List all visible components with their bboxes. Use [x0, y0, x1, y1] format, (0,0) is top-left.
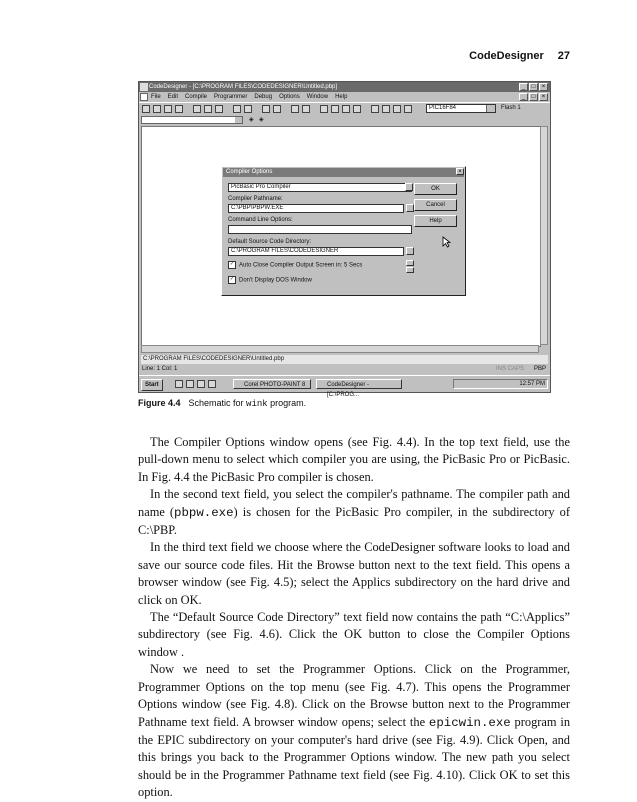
srcdir-input[interactable]: C:\PROGRAM FILES\CODEDESIGNER — [228, 247, 404, 256]
caption-text-pre: Schematic for — [188, 398, 247, 408]
pathname-input[interactable]: C:\PBP\PBPW.EXE — [228, 204, 404, 213]
caps-indicator: INS CAPS — [495, 366, 524, 372]
dialog-title: Compiler Options — [223, 168, 464, 177]
find-icon[interactable] — [233, 105, 241, 113]
system-tray — [453, 379, 548, 389]
doc-restore-button[interactable]: □ — [529, 93, 538, 101]
menu-programmer[interactable]: Programmer — [214, 94, 248, 100]
doc-minimize-button[interactable]: _ — [519, 93, 528, 101]
minimize-button[interactable]: _ — [519, 83, 528, 91]
quicklaunch-icon[interactable] — [197, 380, 205, 388]
check-icon: ✓ — [229, 261, 235, 267]
paragraph: The “Default Source Code Directory” text field now contains the path “C:\Applics” subdirectory (see Fig. 4.6). Click the OK button to close the Compiler Options window . — [138, 610, 570, 659]
paragraph — [138, 486, 570, 539]
menu-help[interactable]: Help — [335, 94, 348, 100]
quicklaunch-icon[interactable] — [208, 380, 216, 388]
menu-debug[interactable]: Debug — [254, 94, 273, 100]
pathname-label: Compiler Pathname: — [228, 196, 283, 202]
cancel-button[interactable]: Cancel — [414, 199, 457, 211]
goto-icon[interactable]: ◈ — [249, 117, 254, 123]
replace-icon[interactable] — [244, 105, 252, 113]
menu-compile[interactable]: Compile — [185, 94, 208, 100]
chevron-down-icon[interactable] — [405, 183, 413, 191]
figure-caption — [138, 398, 306, 409]
file-path-bar: C:\PROGRAM FILES\CODEDESIGNER\Untitled.pbp — [141, 355, 548, 364]
clear-bookmark-icon[interactable] — [404, 105, 412, 113]
status-bar — [139, 365, 550, 374]
paragraph — [138, 661, 570, 801]
inline-code: pbpw.exe — [174, 505, 234, 520]
paragraph-text: program in the EPIC subdirectory on your computer's hard drive (see Fig. 4.9). Click Open, and this brings you back to the Programmer Options window. The new path you select should be in the Programmer Pathname text field (see Fig. 4.10). Click OK to set this option. — [138, 714, 571, 800]
mode-indicator: PBP — [533, 366, 546, 372]
start-button[interactable]: Start — [141, 379, 163, 391]
taskbar — [139, 375, 550, 398]
paragraph-text: In the second text field, you select the compiler's pathname. The compiler path and name ( — [138, 487, 570, 519]
paragraph: The Compiler Options window opens (see Fig. 4.4). In the top text field, use the pull-down menu to select which compiler you are using, the PicBasic Pro or PicBasic. In Fig. 4.4 the PicBasic Pro compiler is chosen. — [138, 435, 570, 484]
next-bookmark-icon[interactable] — [382, 105, 390, 113]
compiler-value: PicBasic Pro Compiler — [231, 184, 291, 190]
app-icon — [140, 83, 148, 91]
flash-indicator: Flash 1 — [501, 105, 521, 111]
compile-icon[interactable] — [291, 105, 299, 113]
read-icon[interactable] — [342, 105, 350, 113]
open-file-icon[interactable] — [153, 105, 161, 113]
doc-close-button[interactable]: × — [539, 93, 548, 101]
new-file-icon[interactable] — [142, 105, 150, 113]
spin-up-icon[interactable] — [406, 260, 414, 266]
cmdline-input[interactable] — [228, 225, 412, 234]
page-number: 27 — [557, 50, 570, 62]
erase-icon[interactable] — [353, 105, 361, 113]
print-icon[interactable] — [175, 105, 183, 113]
toolbar — [139, 102, 550, 115]
srcdir-label: Default Source Code Directory: — [228, 239, 312, 245]
program-icon[interactable] — [320, 105, 328, 113]
ok-button[interactable]: OK — [414, 183, 457, 195]
title-bar — [139, 82, 550, 92]
paragraph: In the third text field we choose where the CodeDesigner software looks to load and save our source code files. Hit the Browse button next to the text field. This opens a browser window (see Fig. 4.5); select the Applics subdirectory on the hard drive and click on OK. — [138, 540, 570, 607]
caption-text-post: program. — [267, 398, 307, 408]
verify-icon[interactable] — [331, 105, 339, 113]
menu-file[interactable]: File — [151, 94, 161, 100]
figure-label: Figure 4.4 — [138, 398, 181, 408]
cmdline-label: Command Line Options: — [228, 217, 293, 223]
menu-bar — [139, 92, 550, 102]
menu-edit[interactable]: Edit — [167, 94, 179, 100]
chevron-down-icon[interactable] — [235, 117, 242, 123]
quicklaunch-icon[interactable] — [175, 380, 183, 388]
chevron-down-icon[interactable] — [486, 105, 495, 112]
cut-icon[interactable] — [193, 105, 201, 113]
save-icon[interactable] — [164, 105, 172, 113]
browse-pathname-button[interactable] — [406, 204, 414, 212]
cursor-position: Line: 1 Col: 1 — [142, 366, 178, 372]
help-button[interactable]: Help — [414, 215, 457, 227]
close-button[interactable]: × — [539, 83, 548, 91]
dialog-close-button[interactable]: × — [456, 168, 464, 175]
chip-value: PIC16F84 — [429, 105, 457, 111]
inline-code: epicwin.exe — [428, 715, 511, 730]
quicklaunch-icon[interactable] — [186, 380, 194, 388]
maximize-button[interactable]: □ — [529, 83, 538, 91]
prev-bookmark-icon[interactable] — [393, 105, 401, 113]
browse-srcdir-button[interactable] — [406, 247, 414, 255]
toolbar-secondary — [139, 115, 550, 125]
compiler-options-dialog — [221, 166, 466, 296]
autoclose-checkbox[interactable] — [228, 261, 362, 270]
spin-down-icon[interactable] — [406, 267, 414, 273]
dontdisplay-label: Don't Display DOS Window — [239, 277, 312, 284]
paragraph-text: Now we need to set the Programmer Options. Click on the Programmer, Programmer Options on the top menu (see Fig. 4.7). This opens the Programmer Options window (see Fig. 4.8). Click on the Browse button next to the Programmer Pathname text field. A browser window opens; select the — [138, 662, 570, 729]
body-text — [138, 434, 570, 802]
screenshot-figure — [138, 81, 551, 398]
paste-icon[interactable] — [215, 105, 223, 113]
header-section: CodeDesigner — [469, 50, 544, 62]
paragraph-text: ) is chosen for the PicBasic Pro compiler, in the subdirectory of C:\PBP. — [138, 504, 571, 538]
autoclose-label: Auto Close Compiler Output Screen in: 5 Secs — [239, 262, 363, 269]
menu-options[interactable]: Options — [279, 94, 300, 100]
clock: 12:57 PM — [519, 381, 545, 387]
window-title: CodeDesigner - [C:\PROGRAM FILES\CODEDESIGNER\Untitled.pbp] — [149, 84, 338, 90]
task-photopaint[interactable]: Corel PHOTO-PAINT 8 — [233, 379, 311, 389]
check-icon: ✓ — [229, 276, 235, 282]
debug-icon[interactable] — [302, 105, 310, 113]
task-codedesigner[interactable]: CodeDesigner - [C:\PROG... — [316, 379, 402, 389]
chip-select[interactable] — [426, 104, 496, 113]
horizontal-scrollbar[interactable] — [141, 345, 539, 353]
compiler-select[interactable] — [228, 183, 412, 192]
dontdisplay-checkbox[interactable] — [228, 276, 312, 285]
goto-next-icon[interactable]: ◈ — [259, 117, 264, 123]
mouse-cursor-icon — [442, 236, 451, 248]
caption-code: wink — [246, 399, 268, 409]
redo-icon[interactable] — [273, 105, 281, 113]
label-combo[interactable] — [141, 116, 243, 124]
vertical-scrollbar[interactable] — [540, 126, 548, 345]
undo-icon[interactable] — [262, 105, 270, 113]
copy-icon[interactable] — [204, 105, 212, 113]
running-header — [130, 50, 570, 62]
bookmark-icon[interactable] — [371, 105, 379, 113]
document-icon — [140, 93, 148, 101]
menu-window[interactable]: Window — [306, 94, 329, 100]
